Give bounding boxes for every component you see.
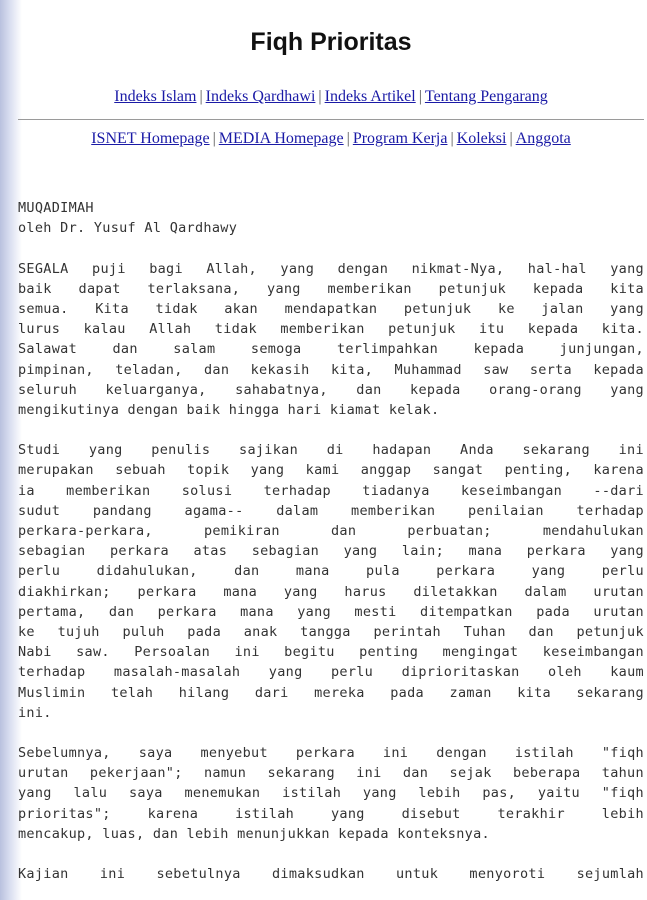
- nav-separator: |: [199, 88, 203, 105]
- text-line: mengikutinya dengan baik hingga hari kiamat kelak.: [18, 401, 440, 418]
- text-line: ke tujuh puluh pada anak tangga perintah Tuhan dan petunjuk: [18, 623, 644, 640]
- text-line: merupakan sebuah topik yang kami anggap sangat penting, karena: [18, 462, 644, 479]
- text-line: Sebelumnya, saya menyebut perkara ini dengan istilah "fiqh: [18, 745, 644, 762]
- nav-link-isnet-homepage[interactable]: ISNET Homepage: [91, 130, 210, 147]
- page-title: Fiqh Prioritas: [250, 28, 412, 56]
- text-line: seluruh keluarganya, sahabatnya, dan kepada orang-orang yang: [18, 381, 644, 398]
- nav-separator: |: [509, 130, 513, 147]
- paragraph-gap: [18, 723, 644, 743]
- text-line: sebagian perkara atas sebagian yang lain; mana perkara yang: [18, 543, 644, 560]
- text-line: ia memberikan solusi terhadap tiadanya keseimbangan --dari: [18, 482, 644, 499]
- text-line: yang lalu saya menemukan istilah yang lebih pas, yaitu "fiqh: [18, 785, 644, 802]
- primary-nav: [0, 88, 647, 106]
- nav-separator: |: [346, 130, 350, 147]
- paragraph-1: [18, 259, 644, 421]
- text-line: perkara-perkara, pemikiran dan perbuatan; mendahulukan: [18, 523, 644, 539]
- nav-link-anggota[interactable]: Anggota: [515, 130, 571, 147]
- secondary-nav: [0, 130, 647, 148]
- text-line: perlu didahulukan, dan mana pula perkara yang perlu: [18, 563, 644, 580]
- nav-separator: |: [450, 130, 454, 147]
- text-line: pimpinan, teladan, dan kekasih kita, Muhammad saw serta kepada: [18, 361, 644, 378]
- text-line: Muslimin telah hilang dari mereka pada zaman kita sekarang: [18, 684, 644, 701]
- text-line: Salawat dan salam semoga terlimpahkan kepada junjungan,: [18, 341, 644, 358]
- paragraph-gap: [18, 420, 644, 440]
- nav-separator: |: [212, 130, 216, 147]
- paragraph-3: [18, 743, 644, 844]
- article-heading: MUQADIMAH: [18, 200, 94, 216]
- nav-link-koleksi[interactable]: Koleksi: [456, 130, 507, 147]
- text-line: prioritas"; karena istilah yang disebut terakhir lebih: [18, 805, 644, 822]
- text-line: Nabi saw. Persoalan ini begitu penting mengingat keseimbangan: [18, 644, 644, 661]
- text-line: sudut pandang agama-- dalam memberikan penilaian terhadap: [18, 502, 644, 519]
- text-line: semua. Kita tidak akan mendapatkan petunjuk ke jalan yang: [18, 300, 644, 317]
- nav-link-indeks-artikel[interactable]: Indeks Artikel: [324, 88, 416, 105]
- text-line: Studi yang penulis sajikan di hadapan Anda sekarang ini: [18, 442, 644, 459]
- text-line: pertama, dan perkara mana yang mesti ditempatkan pada urutan: [18, 603, 644, 620]
- text-line: lurus kalau Allah tidak memberikan petunjuk itu kepada kita.: [18, 321, 644, 338]
- paragraph-gap: [18, 844, 644, 864]
- text-line: ini.: [18, 704, 52, 721]
- nav-separator: |: [318, 88, 322, 105]
- paragraph-2: [18, 440, 644, 723]
- paragraph-gap: [18, 238, 644, 258]
- nav-link-media-homepage[interactable]: MEDIA Homepage: [218, 130, 344, 147]
- text-line: terhadap masalah-masalah yang perlu diprioritaskan oleh kaum: [18, 664, 644, 681]
- text-line: diakhirkan; perkara mana yang harus diletakkan dalam urutan: [18, 583, 644, 600]
- nav-link-tentang-pengarang[interactable]: Tentang Pengarang: [424, 88, 548, 105]
- horizontal-divider: [18, 119, 644, 120]
- article-byline: oleh Dr. Yusuf Al Qardhawy: [18, 220, 238, 237]
- text-line: SEGALA puji bagi Allah, yang dengan nikmat-Nya, hal-hal yang: [18, 260, 644, 277]
- text-line: urutan pekerjaan"; namun sekarang ini dan sejak beberapa tahun: [18, 765, 644, 782]
- nav-link-indeks-qardhawi[interactable]: Indeks Qardhawi: [205, 88, 316, 105]
- nav-link-program-kerja[interactable]: Program Kerja: [352, 130, 448, 147]
- article-body: [18, 198, 644, 884]
- text-line: mencakup, luas, dan lebih menunjukkan kepada konteksnya.: [18, 825, 490, 842]
- nav-separator: |: [418, 88, 422, 105]
- paragraph-4: [18, 864, 644, 884]
- text-line: Kajian ini sebetulnya dimaksudkan untuk menyoroti sejumlah: [18, 866, 644, 883]
- nav-link-indeks-islam[interactable]: Indeks Islam: [114, 88, 197, 105]
- text-line: baik dapat terlaksana, yang memberikan petunjuk kepada kita: [18, 280, 644, 297]
